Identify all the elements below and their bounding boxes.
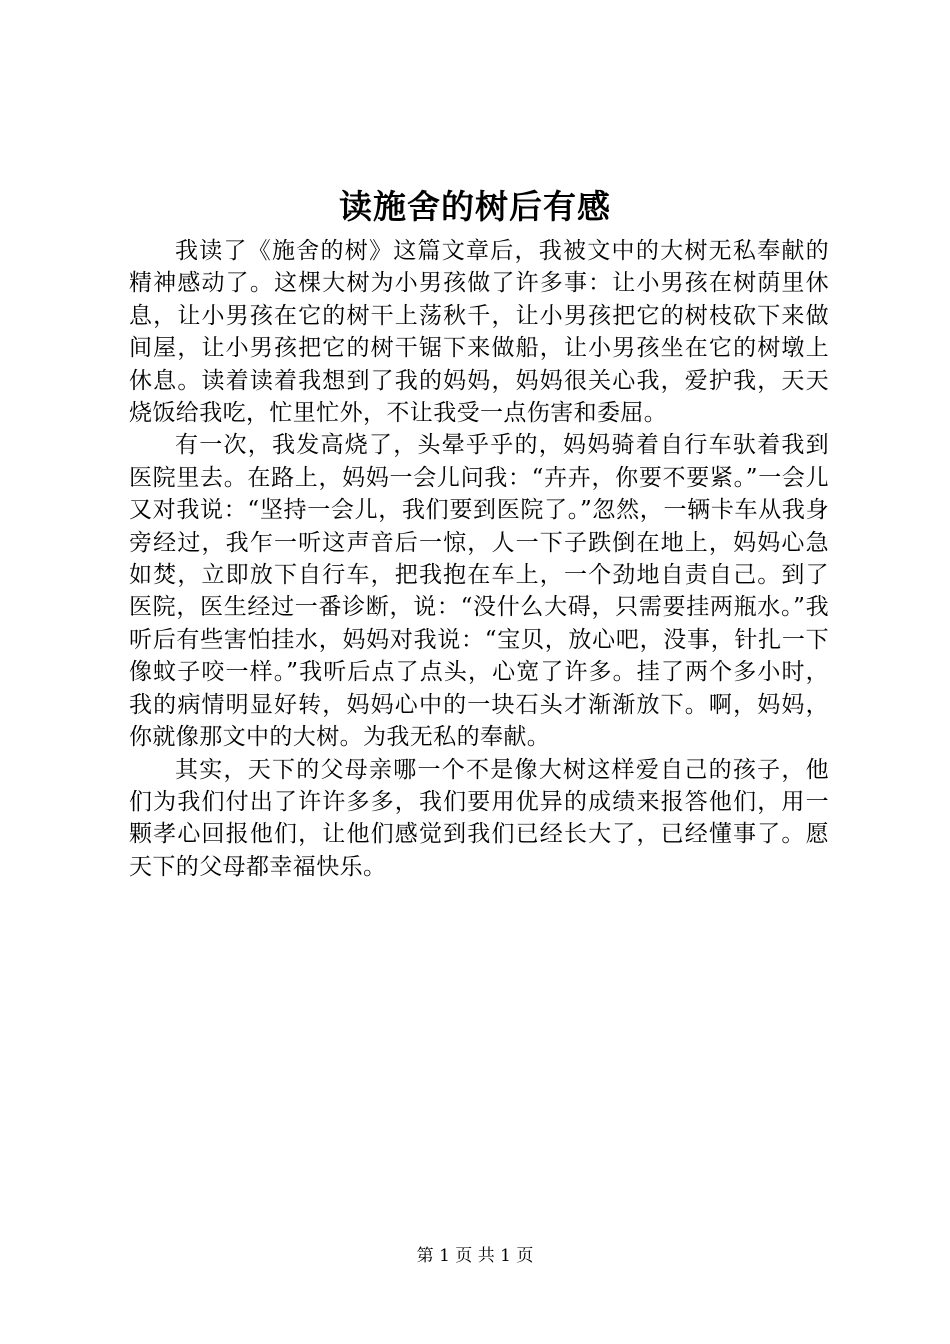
article-body (129, 235, 829, 883)
paragraph-1: 我读了《施舍的树》这篇文章后，我被文中的大树无私奉献的精神感动了。这棵大树为小男孩做了许多事：让小男孩在树荫里休息，让小男孩在它的树干上荡秋千，让小男孩把它的树枝砍下来做间屋，让小男孩把它的树干锯下来做船，让小男孩坐在它的树墩上休息。读着读着我想到了我的妈妈，妈妈很关心我，爱护我，天天烧饭给我吃，忙里忙外，不让我受一点伤害和委屈。 (129, 238, 829, 427)
page-footer: 第 1 页 共 1 页 (416, 1246, 534, 1266)
page-title: 读施舍的树后有感 (339, 187, 611, 226)
paragraph-3: 其实，天下的父母亲哪一个不是像大树这样爱自己的孩子，他们为我们付出了许许多多，我们要用优异的成绩来报答他们，用一颗孝心回报他们，让他们感觉到我们已经长大了，已经懂事了。愿天下的父母都幸福快乐。 (129, 756, 829, 880)
paragraph-2: 有一次，我发高烧了，头晕乎乎的，妈妈骑着自行车驮着我到医院里去。在路上，妈妈一会儿问我：“卉卉，你要不要紧。”一会儿又对我说：“坚持一会儿，我们要到医院了。”忽然，一辆卡车从我身旁经过，我乍一听这声音后一惊，人一下子跌倒在地上，妈妈心急如焚，立即放下自行车，把我抱在车上，一个劲地自责自己。到了医院，医生经过一番诊断，说：“没什么大碍，只需要挂两瓶水。”我听后有些害怕挂水，妈妈对我说：“宝贝，放心吧，没事，针扎一下像蚊子咬一样。”我听后点了点头，心宽了许多。挂了两个多小时，我的病情明显好转，妈妈心中的一块石头才渐渐放下。啊，妈妈，你就像那文中的大树。为我无私的奉献。 (129, 432, 829, 751)
